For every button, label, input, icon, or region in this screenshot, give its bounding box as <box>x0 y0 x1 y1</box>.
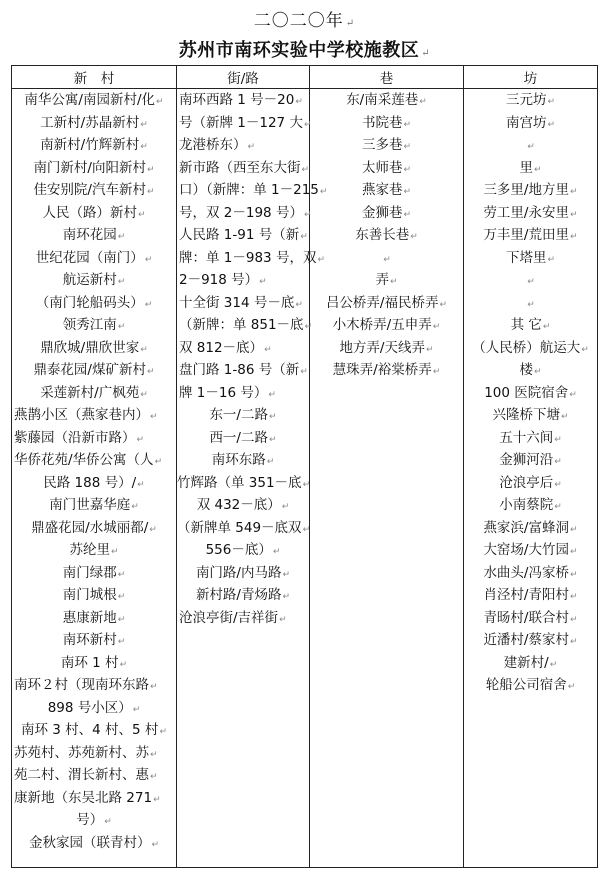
fang-list-item <box>464 292 597 315</box>
paragraph-mark-icon: ↵ <box>295 299 303 310</box>
xincun-list-item: 南环花园↵ <box>62 227 126 243</box>
jielu-list-item: 新市路（西至东大街↵ <box>179 159 310 176</box>
paragraph-mark-icon: ↵ <box>104 817 112 827</box>
paragraph-mark-icon: ↵ <box>140 389 148 400</box>
paragraph-mark-icon: ↵ <box>542 322 551 332</box>
paragraph-mark-icon: ↵ <box>547 97 556 107</box>
jielu-list-item: 牌 1－16 号）↵ <box>179 384 276 401</box>
header-xiang: 巷 <box>310 66 464 89</box>
paragraph-mark-icon: ↵ <box>554 502 562 512</box>
jielu-list-item: 十全街 314 号－底↵ <box>179 294 303 311</box>
fang-list-item <box>464 134 597 157</box>
xincun-list-item: 苏纶里↵ <box>69 542 119 558</box>
jielu-list-item: 人民路 1-91 号（新↵ <box>179 227 308 243</box>
paragraph-mark-icon: ↵ <box>570 614 578 625</box>
xincun-list-item: （南门轮船码头）↵ <box>35 294 153 311</box>
paragraph-mark-icon: ↵ <box>117 569 126 580</box>
xiang-list-item: 小木桥弄/五申弄↵ <box>332 317 441 333</box>
xincun-list-item: 华侨花苑/华侨公寓（人↵ <box>14 452 163 468</box>
paragraph-mark-icon: ↵ <box>432 322 441 332</box>
xincun-list-item: 惠康新地↵ <box>62 609 126 626</box>
paragraph-mark-icon: ↵ <box>150 412 158 422</box>
paragraph-mark-icon: ↵ <box>319 187 328 197</box>
paragraph-mark-icon: ↵ <box>117 614 126 625</box>
paragraph-mark-icon: ↵ <box>345 18 356 29</box>
paragraph-mark-icon: ↵ <box>403 209 412 220</box>
paragraph-mark-icon: ↵ <box>554 479 562 490</box>
header-jielu: 街/路 <box>177 66 310 89</box>
xincun-list-item: 采莲新村/广枫苑↵ <box>40 384 148 401</box>
paragraph-mark-icon: ↵ <box>421 48 431 59</box>
xiang-list-item: 燕家巷↵ <box>361 182 412 198</box>
xincun-list-item: 领秀江南↵ <box>62 317 126 333</box>
school-text: 苏州市南环实验中学校施教区 <box>178 40 420 61</box>
paragraph-mark-icon: ↵ <box>137 479 145 490</box>
xiang-list-item: 金狮巷↵ <box>361 204 412 221</box>
xincun-list-item: 南环新村↵ <box>62 632 126 648</box>
xiang-list-item: 东/南采莲巷↵ <box>346 92 427 108</box>
xiang-list-item: 三多巷↵ <box>361 137 412 153</box>
paragraph-mark-icon: ↵ <box>570 547 578 557</box>
paragraph-mark-icon: ↵ <box>410 232 418 242</box>
xincun-list-item: 南环 1 村↵ <box>60 654 128 671</box>
jielu-list-item: 南环西路 1 号－20↵ <box>179 92 303 108</box>
paragraph-mark-icon: ↵ <box>137 209 146 220</box>
paragraph-mark-icon: ↵ <box>144 299 153 310</box>
paragraph-mark-icon: ↵ <box>117 592 126 602</box>
fang-list-item: 建新村/↵ <box>503 654 558 671</box>
paragraph-mark-icon: ↵ <box>147 164 155 175</box>
fang-list-item: 万丰里/荒田里↵ <box>483 227 578 243</box>
paragraph-mark-icon: ↵ <box>295 97 303 107</box>
paragraph-mark-icon: ↵ <box>303 119 312 130</box>
fang-list-item: 小南蔡院↵ <box>499 497 562 513</box>
paragraph-mark-icon: ↵ <box>533 367 542 377</box>
xiang-list-item: 地方弄/天线弄↵ <box>339 339 434 356</box>
xiang-list-item: 太师巷↵ <box>361 159 412 176</box>
xincun-list-item: 南环２村（现南环东路↵ <box>14 677 158 693</box>
paragraph-mark-icon: ↵ <box>570 232 578 242</box>
jielu-list-item: （新牌单 549－底双↵ <box>177 519 311 536</box>
fang-list-item: 大窑场/大竹园↵ <box>483 542 578 558</box>
paragraph-mark-icon: ↵ <box>554 434 562 445</box>
paragraph-mark-icon: ↵ <box>300 232 308 242</box>
paragraph-mark-icon: ↵ <box>383 254 391 265</box>
fang-list-item: 兴隆桥下塘↵ <box>492 407 569 423</box>
fang-list-item: 下塔里↵ <box>505 249 556 266</box>
fang-list-item: 五十六间↵ <box>499 429 562 446</box>
paragraph-mark-icon: ↵ <box>439 299 448 310</box>
xincun-list-item: 工新村/苏晶新村↵ <box>40 114 148 131</box>
paragraph-mark-icon: ↵ <box>132 704 141 715</box>
paragraph-mark-icon: ↵ <box>259 277 267 287</box>
paragraph-mark-icon: ↵ <box>527 277 535 287</box>
fang-list-item: 里↵ <box>519 159 542 176</box>
page-title-year <box>0 6 609 31</box>
paragraph-mark-icon: ↵ <box>110 547 119 557</box>
paragraph-mark-icon: ↵ <box>266 457 275 467</box>
paragraph-mark-icon: ↵ <box>304 322 313 332</box>
paragraph-mark-icon: ↵ <box>282 592 291 602</box>
cell-fang <box>464 89 598 868</box>
fang-list-item: 近潘村/蔡家村↵ <box>483 632 578 648</box>
xincun-list-item: 人民（路）新村↵ <box>42 204 146 221</box>
paragraph-mark-icon: ↵ <box>570 569 578 580</box>
jielu-list-item: 号（新牌 1－127 大↵ <box>179 114 312 131</box>
xincun-list-item: 南门城根↵ <box>62 587 126 603</box>
paragraph-mark-icon: ↵ <box>567 682 576 692</box>
xincun-list-item: 898 号小区）↵ <box>47 699 141 716</box>
paragraph-mark-icon: ↵ <box>570 637 578 647</box>
header-xincun: 新 村 <box>12 66 177 89</box>
fang-list-item: 肖泾村/青阳村↵ <box>483 587 578 603</box>
paragraph-mark-icon: ↵ <box>117 232 126 242</box>
jielu-list-item: 牌：单 1－983 号，双↵ <box>179 249 325 266</box>
paragraph-mark-icon: ↵ <box>317 254 325 265</box>
xiang-list-item: 书院巷↵ <box>361 114 412 131</box>
jielu-list-item: 沧浪亭街/吉祥街↵ <box>179 609 287 626</box>
fang-list-item: 南宫坊↵ <box>505 114 556 131</box>
district-table <box>11 65 598 868</box>
paragraph-mark-icon: ↵ <box>432 367 441 377</box>
fang-list-item: 100 医院宿舍↵ <box>484 384 577 401</box>
paragraph-mark-icon: ↵ <box>140 119 148 130</box>
paragraph-mark-icon: ↵ <box>269 412 277 422</box>
xincun-list-item: 佳安别院/汽车新村↵ <box>33 182 155 198</box>
paragraph-mark-icon: ↵ <box>569 389 577 400</box>
paragraph-mark-icon: ↵ <box>570 592 578 602</box>
fang-list-item: 燕家浜/富蜂洞↵ <box>483 519 578 536</box>
xiang-list-item: 东善长巷↵ <box>355 227 418 243</box>
year-text: 二〇二〇年 <box>253 11 344 31</box>
paragraph-mark-icon: ↵ <box>302 479 311 490</box>
xincun-list-item: 燕鹊小区（燕家巷内）↵ <box>14 407 158 423</box>
paragraph-mark-icon: ↵ <box>247 142 256 152</box>
paragraph-mark-icon: ↵ <box>403 187 412 197</box>
paragraph-mark-icon: ↵ <box>570 187 578 197</box>
paragraph-mark-icon: ↵ <box>403 164 412 175</box>
paragraph-mark-icon: ↵ <box>426 344 434 355</box>
paragraph-mark-icon: ↵ <box>282 569 291 580</box>
paragraph-mark-icon: ↵ <box>403 142 412 152</box>
paragraph-mark-icon: ↵ <box>581 344 589 355</box>
paragraph-mark-icon: ↵ <box>560 412 569 422</box>
fang-list-item: 金狮河沿↵ <box>499 452 562 468</box>
fang-list-item: 楼↵ <box>519 362 542 378</box>
paragraph-mark-icon: ↵ <box>303 209 312 220</box>
table-body-row <box>12 89 598 868</box>
jielu-list-item: 南环东路↵ <box>211 452 275 468</box>
xincun-list-item: 南门绿郡↵ <box>62 564 126 581</box>
fang-list-item: 劳工里/永安里↵ <box>483 204 578 221</box>
paragraph-mark-icon: ↵ <box>147 187 155 197</box>
jielu-list-item: 竹辉路（单 351－底↵ <box>177 474 311 491</box>
paragraph-mark-icon: ↵ <box>547 119 556 130</box>
paragraph-mark-icon: ↵ <box>527 142 535 152</box>
page-title-school <box>0 36 609 62</box>
xiang-list-item <box>310 247 463 270</box>
paragraph-mark-icon: ↵ <box>140 344 148 355</box>
paragraph-mark-icon: ↵ <box>150 682 158 692</box>
paragraph-mark-icon: ↵ <box>389 277 398 287</box>
paragraph-mark-icon: ↵ <box>156 97 164 107</box>
paragraph-mark-icon: ↵ <box>554 457 562 467</box>
paragraph-mark-icon: ↵ <box>136 434 145 445</box>
jielu-list-item: 东一/二路↵ <box>209 407 277 423</box>
xincun-list-item: 康新地（东吴北路 271↵ <box>14 789 161 806</box>
jielu-list-item: 号，双 2－198 号）↵ <box>179 204 312 221</box>
paragraph-mark-icon: ↵ <box>279 614 287 625</box>
fang-list-item: 青旸村/联合村↵ <box>483 609 578 626</box>
xiang-list-item: 弄↵ <box>375 272 398 288</box>
xincun-list-item: 鼎欣城/鼎欣世家↵ <box>40 339 148 356</box>
jielu-list-item: 双 432－底）↵ <box>196 497 290 513</box>
fang-list-item: 其 它↵ <box>510 317 551 333</box>
paragraph-mark-icon: ↵ <box>419 97 427 107</box>
paragraph-mark-icon: ↵ <box>131 502 139 512</box>
paragraph-mark-icon: ↵ <box>527 299 535 310</box>
paragraph-mark-icon: ↵ <box>150 772 158 782</box>
paragraph-mark-icon: ↵ <box>159 727 167 737</box>
table-header-row <box>12 66 598 89</box>
paragraph-mark-icon: ↵ <box>281 502 290 512</box>
paragraph-mark-icon: ↵ <box>153 794 161 805</box>
paragraph-mark-icon: ↵ <box>154 457 163 467</box>
paragraph-mark-icon: ↵ <box>151 839 160 850</box>
xincun-list-item: 航运新村↵ <box>62 272 126 288</box>
xincun-list-item: 金秋家园（联青村）↵ <box>28 834 160 851</box>
header-fang: 坊 <box>464 66 598 89</box>
paragraph-mark-icon: ↵ <box>117 637 126 647</box>
fang-list-item <box>464 269 597 292</box>
xincun-list-item: 鼎泰花园/煤矿新村↵ <box>33 362 155 378</box>
cell-xiang <box>310 89 464 868</box>
jielu-list-item: 556－底）↵ <box>205 542 281 558</box>
jielu-list-item: 口）（新牌：单 1－215↵ <box>179 182 328 198</box>
paragraph-mark-icon: ↵ <box>300 367 308 377</box>
xincun-list-item: 南门世嘉华庭↵ <box>49 497 139 513</box>
fang-list-item: 轮船公司宿舍↵ <box>485 677 576 693</box>
paragraph-mark-icon: ↵ <box>264 344 272 355</box>
paragraph-mark-icon: ↵ <box>147 367 155 377</box>
xincun-list-item: 苏苑村、苏苑新村、苏↵ <box>14 744 158 761</box>
xincun-list-item: 南新村/竹辉新村↵ <box>40 137 148 153</box>
xincun-list-item: 紫藤园（沿新市路）↵ <box>14 429 145 446</box>
xincun-list-item: 鼎盛花园/水城丽都/↵ <box>31 519 157 536</box>
fang-list-item: 沧浪亭后↵ <box>499 474 562 491</box>
paragraph-mark-icon: ↵ <box>301 164 310 175</box>
fang-list-item: 三元坊↵ <box>505 92 556 108</box>
cell-jielu <box>177 89 328 868</box>
xincun-list-item: 号）↵ <box>76 812 112 828</box>
paragraph-mark-icon: ↵ <box>549 659 558 670</box>
paragraph-mark-icon: ↵ <box>140 142 148 152</box>
xincun-list-item: 南环 3 村、4 村、5 村↵ <box>21 722 167 738</box>
fang-list-item: （人民桥）航运大↵ <box>472 339 589 356</box>
paragraph-mark-icon: ↵ <box>150 749 158 760</box>
paragraph-mark-icon: ↵ <box>570 209 578 220</box>
paragraph-mark-icon: ↵ <box>268 389 276 400</box>
xincun-list-item: 世纪花园（南门）↵ <box>35 249 153 266</box>
paragraph-mark-icon: ↵ <box>144 254 153 265</box>
paragraph-mark-icon: ↵ <box>119 659 128 670</box>
jielu-list-item: 盘门路 1-86 号（新↵ <box>179 362 308 378</box>
xincun-list-item: 南门新村/向阳新村↵ <box>33 159 155 176</box>
jielu-list-item: 龙港桥东）↵ <box>179 137 256 153</box>
paragraph-mark-icon: ↵ <box>272 547 281 557</box>
paragraph-mark-icon: ↵ <box>302 524 311 535</box>
fang-list-item: 三多里/地方里↵ <box>483 182 578 198</box>
paragraph-mark-icon: ↵ <box>269 434 277 445</box>
paragraph-mark-icon: ↵ <box>570 524 578 535</box>
paragraph-mark-icon: ↵ <box>117 322 126 332</box>
cell-xincun <box>12 89 177 868</box>
jielu-list-item: 南门路/内马路↵ <box>195 564 291 581</box>
jielu-list-item: （新牌：单 851－底↵ <box>179 317 313 333</box>
fang-list-item: 水曲头/冯家桥↵ <box>483 564 578 581</box>
jielu-list-item: 双 812－底）↵ <box>179 339 272 356</box>
jielu-list-item: 2－918 号）↵ <box>179 272 267 288</box>
paragraph-mark-icon: ↵ <box>547 254 556 265</box>
paragraph-mark-icon: ↵ <box>533 164 542 175</box>
xincun-list-item: 南华公寓/南园新村/化↵ <box>24 92 164 108</box>
jielu-list-item: 西一/二路↵ <box>209 429 277 446</box>
xincun-list-item: 民路 188 号）/↵ <box>43 474 145 491</box>
jielu-list-item: 新村路/青炀路↵ <box>195 587 291 603</box>
xincun-list-item: 苑二村、渭长新村、惠↵ <box>14 767 158 783</box>
paragraph-mark-icon: ↵ <box>149 524 157 535</box>
xiang-list-item: 慧珠弄/裕棠桥弄↵ <box>332 362 441 378</box>
xiang-list-item: 吕公桥弄/福民桥弄↵ <box>325 294 448 311</box>
paragraph-mark-icon: ↵ <box>117 277 126 287</box>
paragraph-mark-icon: ↵ <box>403 119 412 130</box>
